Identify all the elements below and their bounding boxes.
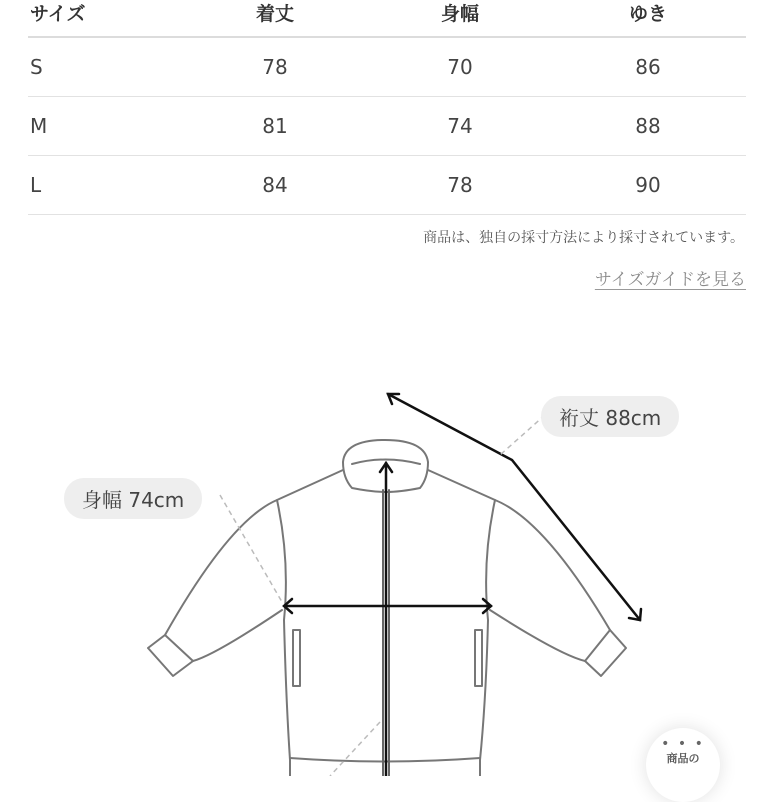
- header-sleeve: ゆき: [628, 2, 667, 25]
- cell-sleeve: 90: [635, 173, 661, 197]
- cell-width: 78: [447, 173, 473, 197]
- cell-size: M: [30, 114, 48, 138]
- cell-length: 81: [262, 114, 288, 138]
- product-menu-label: 商品の: [666, 752, 700, 765]
- cell-width: 74: [447, 114, 473, 138]
- sleeve-length-label: 裄丈 88cm: [541, 396, 679, 437]
- table-row: [28, 38, 746, 97]
- cell-length: 84: [262, 173, 288, 197]
- size-table: [28, 0, 746, 215]
- table-row: [28, 156, 746, 215]
- size-guide-link[interactable]: サイズガイドを見る: [594, 270, 746, 290]
- product-menu-button[interactable]: [646, 728, 720, 802]
- table-header: [28, 0, 746, 38]
- cell-size: L: [30, 173, 42, 197]
- body-width-label: 身幅 74cm: [64, 478, 202, 519]
- jacket-diagram: [0, 380, 776, 776]
- cell-size: S: [30, 55, 43, 79]
- cell-length: 78: [262, 55, 288, 79]
- cell-sleeve: 86: [635, 55, 661, 79]
- header-size: サイズ: [30, 2, 86, 25]
- cell-width: 70: [447, 55, 473, 79]
- more-dots-icon: • • •: [661, 736, 705, 752]
- header-length: 着丈: [255, 2, 294, 25]
- table-row: [28, 97, 746, 156]
- measurement-note: 商品は、独自の採寸方法により採寸されています。: [423, 230, 744, 246]
- header-width: 身幅: [440, 2, 479, 25]
- cell-sleeve: 88: [635, 114, 661, 138]
- jacket-illustration: [0, 380, 776, 776]
